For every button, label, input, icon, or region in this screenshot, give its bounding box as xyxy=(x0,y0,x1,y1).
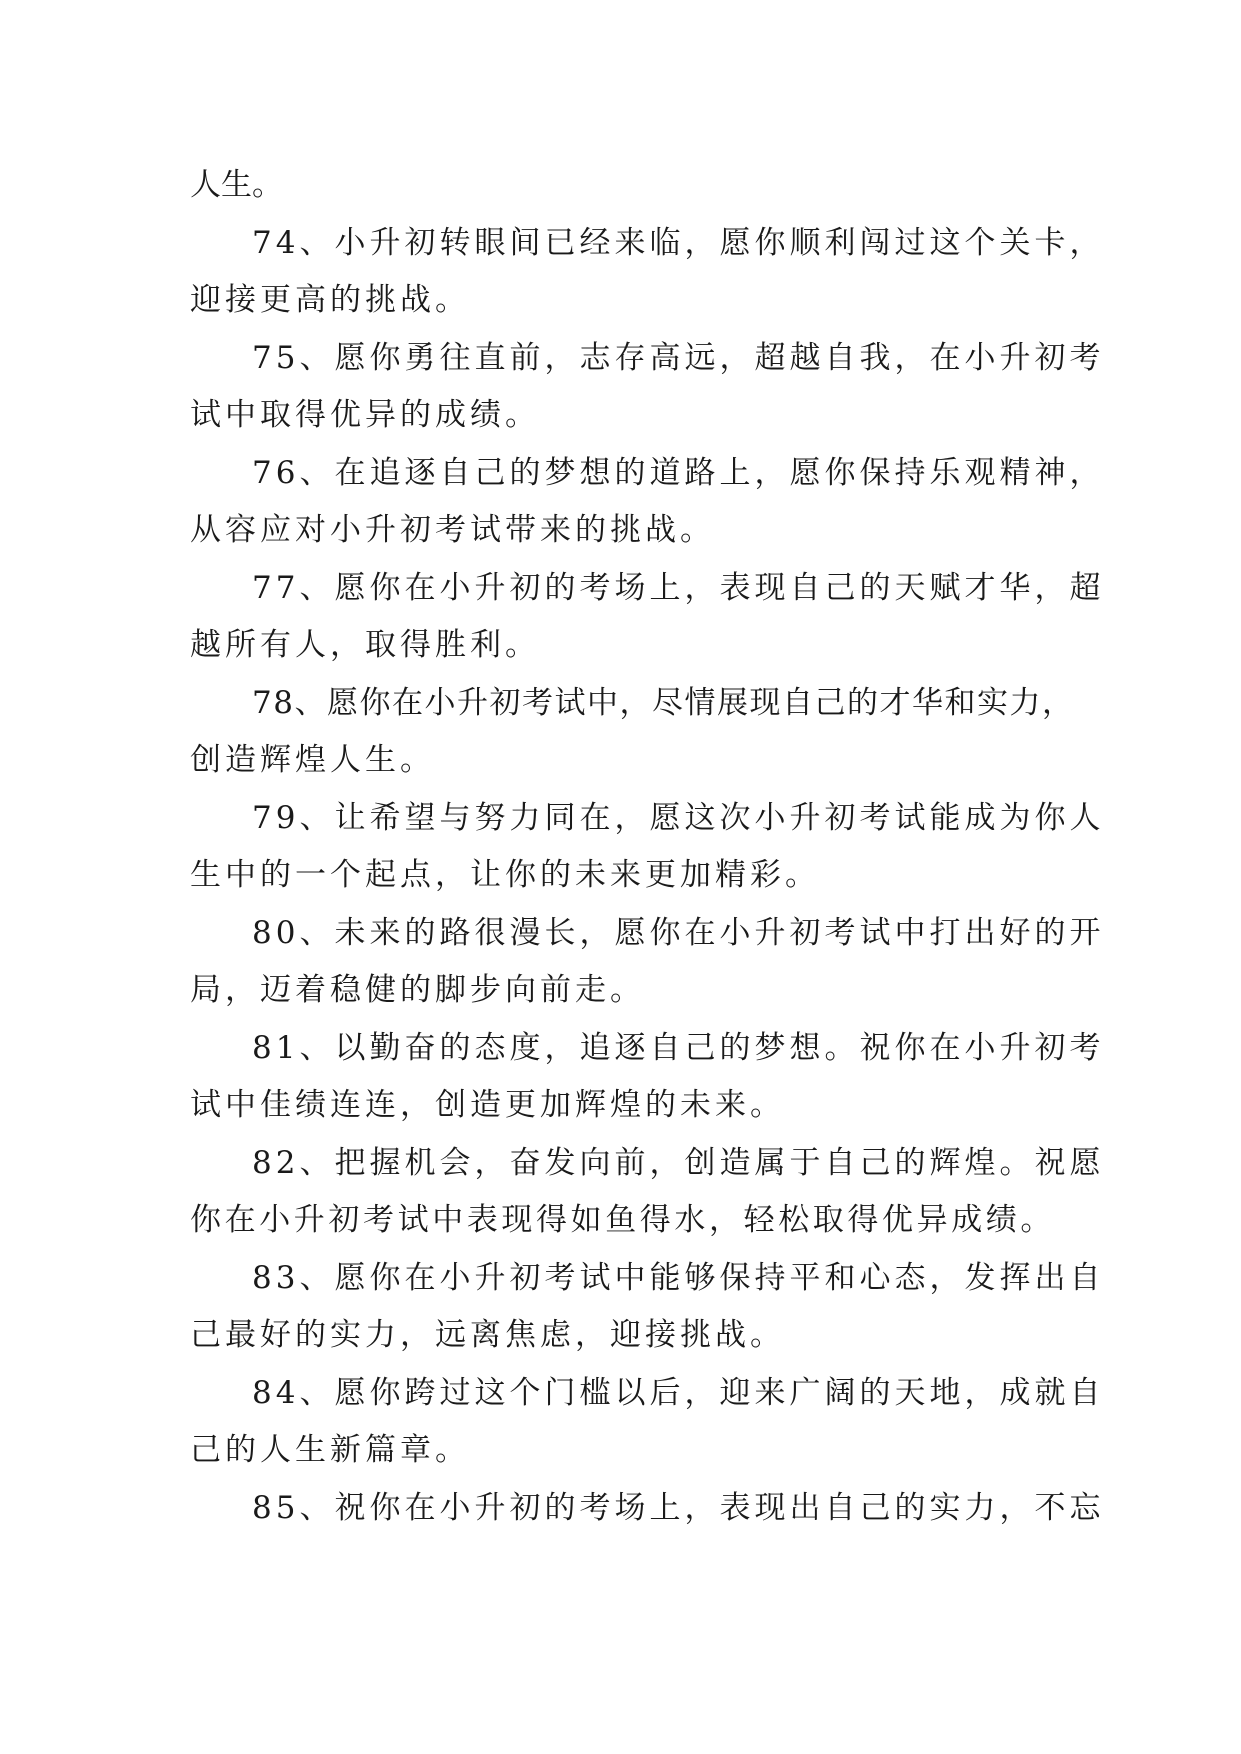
paragraph-75-line-2: 试中取得优异的成绩。 xyxy=(190,397,540,433)
paragraph-83-line-2: 己最好的实力，远离焦虑，迎接挑战。 xyxy=(190,1317,785,1353)
paragraph-77-line-1: 77、愿你在小升初的考场上，表现自己的天赋才华，超 xyxy=(252,570,1105,606)
paragraph-74-line-2: 迎接更高的挑战。 xyxy=(190,282,470,318)
paragraph-80-line-1: 80、未来的路很漫长，愿你在小升初考试中打出好的开 xyxy=(252,915,1105,951)
paragraph-78-line-1: 78、愿你在小升初考试中，尽情展现自己的才华和实力， xyxy=(252,685,1075,721)
paragraph-80-line-2: 局，迈着稳健的脚步向前走。 xyxy=(190,972,645,1008)
paragraph-76-line-2: 从容应对小升初考试带来的挑战。 xyxy=(190,512,715,548)
paragraph-82-line-2: 你在小升初考试中表现得如鱼得水，轻松取得优异成绩。 xyxy=(190,1202,1055,1238)
paragraph-79-line-2: 生中的一个起点，让你的未来更加精彩。 xyxy=(190,857,820,893)
paragraph-75-line-1: 75、愿你勇往直前，志存高远，超越自我，在小升初考 xyxy=(252,340,1105,376)
paragraph-76-line-1: 76、在追逐自己的梦想的道路上，愿你保持乐观精神， xyxy=(252,455,1105,491)
paragraph-81-line-2: 试中佳绩连连，创造更加辉煌的未来。 xyxy=(190,1087,785,1123)
paragraph-77-line-2: 越所有人，取得胜利。 xyxy=(190,627,540,663)
paragraph-79-line-1: 79、让希望与努力同在，愿这次小升初考试能成为你人 xyxy=(252,800,1105,836)
paragraph-84-line-2: 己的人生新篇章。 xyxy=(190,1432,470,1468)
paragraph-81-line-1: 81、以勤奋的态度，追逐自己的梦想。祝你在小升初考 xyxy=(252,1030,1105,1066)
paragraph-74-line-1: 74、小升初转眼间已经来临，愿你顺利闯过这个关卡， xyxy=(252,225,1105,261)
paragraph-82-line-1: 82、把握机会，奋发向前，创造属于自己的辉煌。祝愿 xyxy=(252,1145,1105,1181)
text-line: 人生。 xyxy=(190,167,283,203)
paragraph-83-line-1: 83、愿你在小升初考试中能够保持平和心态，发挥出自 xyxy=(252,1260,1105,1296)
paragraph-84-line-1: 84、愿你跨过这个门槛以后，迎来广阔的天地，成就自 xyxy=(252,1375,1105,1411)
paragraph-78-line-2: 创造辉煌人生。 xyxy=(190,742,435,778)
paragraph-85-line-1: 85、祝你在小升初的考场上，表现出自己的实力，不忘 xyxy=(252,1490,1105,1526)
